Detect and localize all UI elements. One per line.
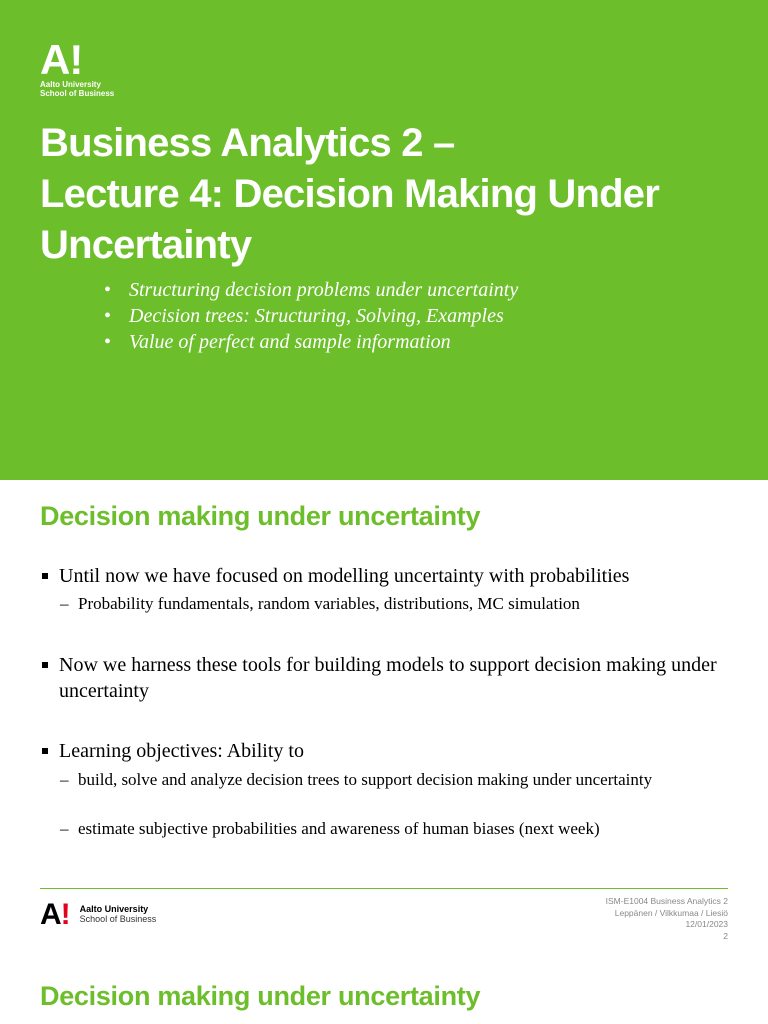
bullet-dot: • [104, 331, 112, 353]
bullet-item: Learning objectives: Ability to [42, 738, 742, 764]
logo-university: Aalto University [40, 80, 101, 89]
sub-bullet-item: – Probability fundamentals, random variables, distributions, MC simulation [60, 594, 580, 613]
title-line: Uncertainty [40, 223, 252, 267]
footer-authors: Leppänen / Vilkkumaa / Liesiö [614, 907, 728, 918]
content-slide [0, 950, 768, 1024]
footer-university: Aalto University [79, 904, 149, 914]
logo-mark: A! [40, 36, 83, 83]
title-line: Lecture 4: Decision Making Under [40, 172, 659, 216]
agenda-list [104, 277, 518, 355]
slide-heading: Decision making under uncertainty [40, 981, 481, 1011]
agenda-item: • Value of perfect and sample information [104, 331, 451, 353]
bullet-dot: • [104, 305, 112, 327]
dash-bullet-icon: – [60, 819, 69, 838]
slide-heading: Decision making under uncertainty [40, 501, 481, 531]
sub-bullet-item: – estimate subjective probabilities and awareness of human biases (next week) [60, 819, 600, 838]
aalto-logo [40, 36, 115, 98]
title-slide [0, 0, 768, 480]
content-slide [0, 480, 768, 950]
footer-logo [40, 898, 157, 931]
title-line: Business Analytics 2 – [40, 121, 455, 165]
square-bullet-icon [42, 662, 48, 668]
bullet-item: Until now we have focused on modelling uncertainty with probabilities [42, 563, 742, 589]
footer-page-number: 2 [723, 930, 728, 941]
footer-divider [40, 888, 728, 889]
footer-meta [606, 896, 728, 942]
dash-bullet-icon: – [60, 770, 69, 789]
footer-date: 12/01/2023 [685, 919, 728, 929]
bullet-item: Now we harness these tools for building models to support decision making under uncertainty [42, 652, 742, 704]
square-bullet-icon [42, 748, 48, 754]
lecture-title [40, 118, 750, 271]
footer-school: School of Business [79, 914, 157, 924]
agenda-item: • Decision trees: Structuring, Solving, Examples [104, 305, 504, 327]
sub-bullet-item: – build, solve and analyze decision trees to support decision making under uncertainty [60, 770, 653, 789]
dash-bullet-icon: – [60, 594, 69, 613]
bullet-dot: • [104, 279, 112, 301]
square-bullet-icon [42, 573, 48, 579]
footer-logo-mark: A! [40, 898, 70, 931]
logo-school: School of Business [40, 89, 115, 98]
agenda-item: • Structuring decision problems under uncertainty [104, 279, 519, 301]
footer-course: ISM-E1004 Business Analytics 2 [605, 896, 728, 906]
